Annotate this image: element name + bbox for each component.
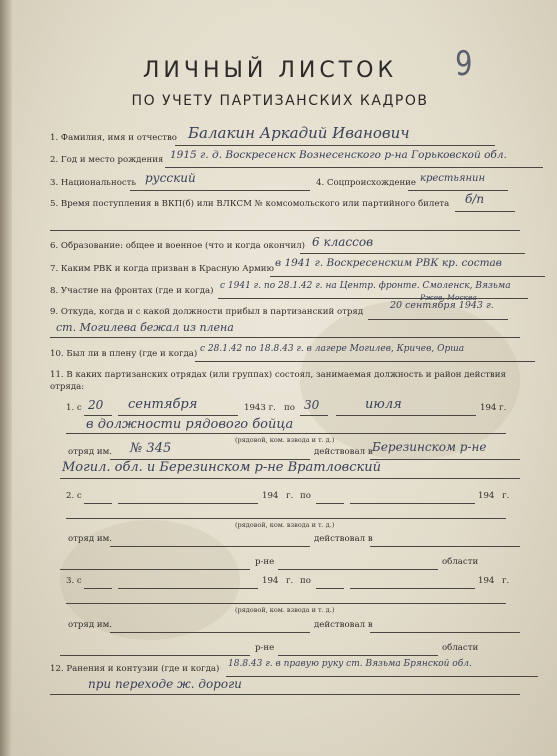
- entry-1-to-month: июля: [365, 397, 402, 412]
- entry-1-rayon: Березинском р-не: [372, 440, 487, 454]
- entry-1-otryad-label: отряд им.: [68, 447, 113, 457]
- field-9-value: 20 сентября 1943 г.: [390, 300, 494, 311]
- entry-2-otryad-label: отряд им.: [68, 534, 113, 544]
- entry-1-to: по: [284, 403, 295, 413]
- field-6-value: 6 классов: [312, 235, 374, 249]
- entry-1-year: 1943 г.: [244, 403, 276, 413]
- entry-1-deistvoval-label: действовал в: [314, 447, 373, 457]
- entry-2-rne-label: р-не: [255, 557, 275, 567]
- entry-3-position-caption: (рядовой, ком. взвода и т. д.): [235, 606, 335, 614]
- entry-3-deistvoval-label: действовал в: [314, 620, 373, 630]
- field-11-label: 11. В каких партизанских отрядах (или группах) состоял, занимаемая должность и район действия отряда:: [50, 370, 506, 392]
- entry-3-to-year: 194: [478, 576, 495, 586]
- field-1-value: Балакин Аркадий Иванович: [188, 124, 410, 142]
- entry-1-to-day: 30: [304, 398, 320, 412]
- entry-1-month: сентября: [128, 397, 198, 412]
- field-7-value: в 1941 г. Воскресенским РВК кр. состав: [275, 257, 502, 269]
- field-3-value: русский: [145, 171, 196, 185]
- entry-2-g: г.: [286, 491, 294, 501]
- entry-1-position: в должности рядового бойца: [86, 417, 294, 432]
- field-8-value-2: Ржев, Москва: [420, 293, 477, 302]
- field-6-label: 6. Образование: общее и военное (что и когда окончил): [50, 241, 306, 251]
- entry-2-oblasti-label: области: [442, 557, 479, 567]
- entry-2-to-g: г.: [502, 491, 510, 501]
- field-5-value: б/п: [465, 192, 485, 206]
- field-9-label: 9. Откуда, когда и с какой должности прибыл в партизанский отряд: [50, 307, 364, 317]
- field-8-label: 8. Участие на фронтах (где и когда): [50, 286, 214, 296]
- entry-2-to-year: 194: [478, 491, 495, 501]
- document-subtitle: ПО УЧЕТУ ПАРТИЗАНСКИХ КАДРОВ: [131, 93, 429, 109]
- field-1-label: 1. Фамилия, имя и отчество: [50, 133, 177, 143]
- entry-2-position-caption: (рядовой, ком. взвода и т. д.): [235, 521, 335, 529]
- document-title: ЛИЧНЫЙ ЛИСТОК: [142, 58, 398, 83]
- field-8-value: с 1941 г. по 28.1.42 г. на Центр. фронте. Смоленск, Вязьма: [220, 281, 511, 291]
- field-12-value: 18.8.43 г. в правую руку ст. Вязьма Брянской обл.: [228, 659, 472, 669]
- entry-2-deistvoval-label: действовал в: [314, 534, 373, 544]
- entry-2-year: 194: [262, 491, 279, 501]
- entry-3-year: 194: [262, 576, 279, 586]
- field-10-label: 10. Был ли в плену (где и когда): [50, 349, 198, 359]
- field-4-label: 4. Соцпроисхождение: [316, 178, 416, 188]
- entry-1-position-caption: (рядовой, ком. взвода и т. д.): [235, 436, 335, 444]
- field-2-value: 1915 г. д. Воскресенск Вознесенского р-на Горьковской обл.: [170, 149, 507, 161]
- entry-2-to: по: [300, 491, 311, 501]
- entry-2-prefix: 2. с: [66, 491, 82, 501]
- entry-3-rne-label: р-не: [255, 643, 275, 653]
- entry-1-day: 20: [88, 398, 104, 412]
- entry-1-to-year: 194 г.: [480, 403, 507, 413]
- field-10-value: с 28.1.42 по 18.8.43 г. в лагере Могилев, Кричев, Орша: [200, 344, 465, 354]
- field-5-label: 5. Время поступления в ВКП(б) или ВЛКСМ № комсомольского или партийного билета: [50, 199, 450, 209]
- entry-3-oblasti-label: области: [442, 643, 479, 653]
- field-4-value: крестьянин: [420, 173, 486, 184]
- page-number: 9: [455, 44, 473, 84]
- entry-3-otryad-label: отряд им.: [68, 620, 113, 630]
- field-3-label: 3. Национальность: [50, 178, 137, 188]
- field-12-value-2: при переходе ж. дороги: [88, 677, 242, 691]
- entry-1-prefix: 1. с: [66, 403, 82, 413]
- entry-3-to-g: г.: [502, 576, 510, 586]
- field-12-label: 12. Ранения и контузии (где и когда): [50, 664, 220, 674]
- entry-1-oblast: Могил. обл. и Березинском р-не Вратловский: [62, 460, 382, 475]
- entry-3-to: по: [300, 576, 311, 586]
- field-7-label: 7. Каким РВК и когда призван в Красную Армию: [50, 264, 274, 274]
- entry-3-prefix: 3. с: [66, 576, 82, 586]
- entry-3-g: г.: [286, 576, 294, 586]
- entry-1-unit: № 345: [130, 441, 172, 456]
- field-9-value-2: ст. Могилева бежал из плена: [56, 321, 234, 334]
- field-2-label: 2. Год и место рождения: [50, 155, 164, 165]
